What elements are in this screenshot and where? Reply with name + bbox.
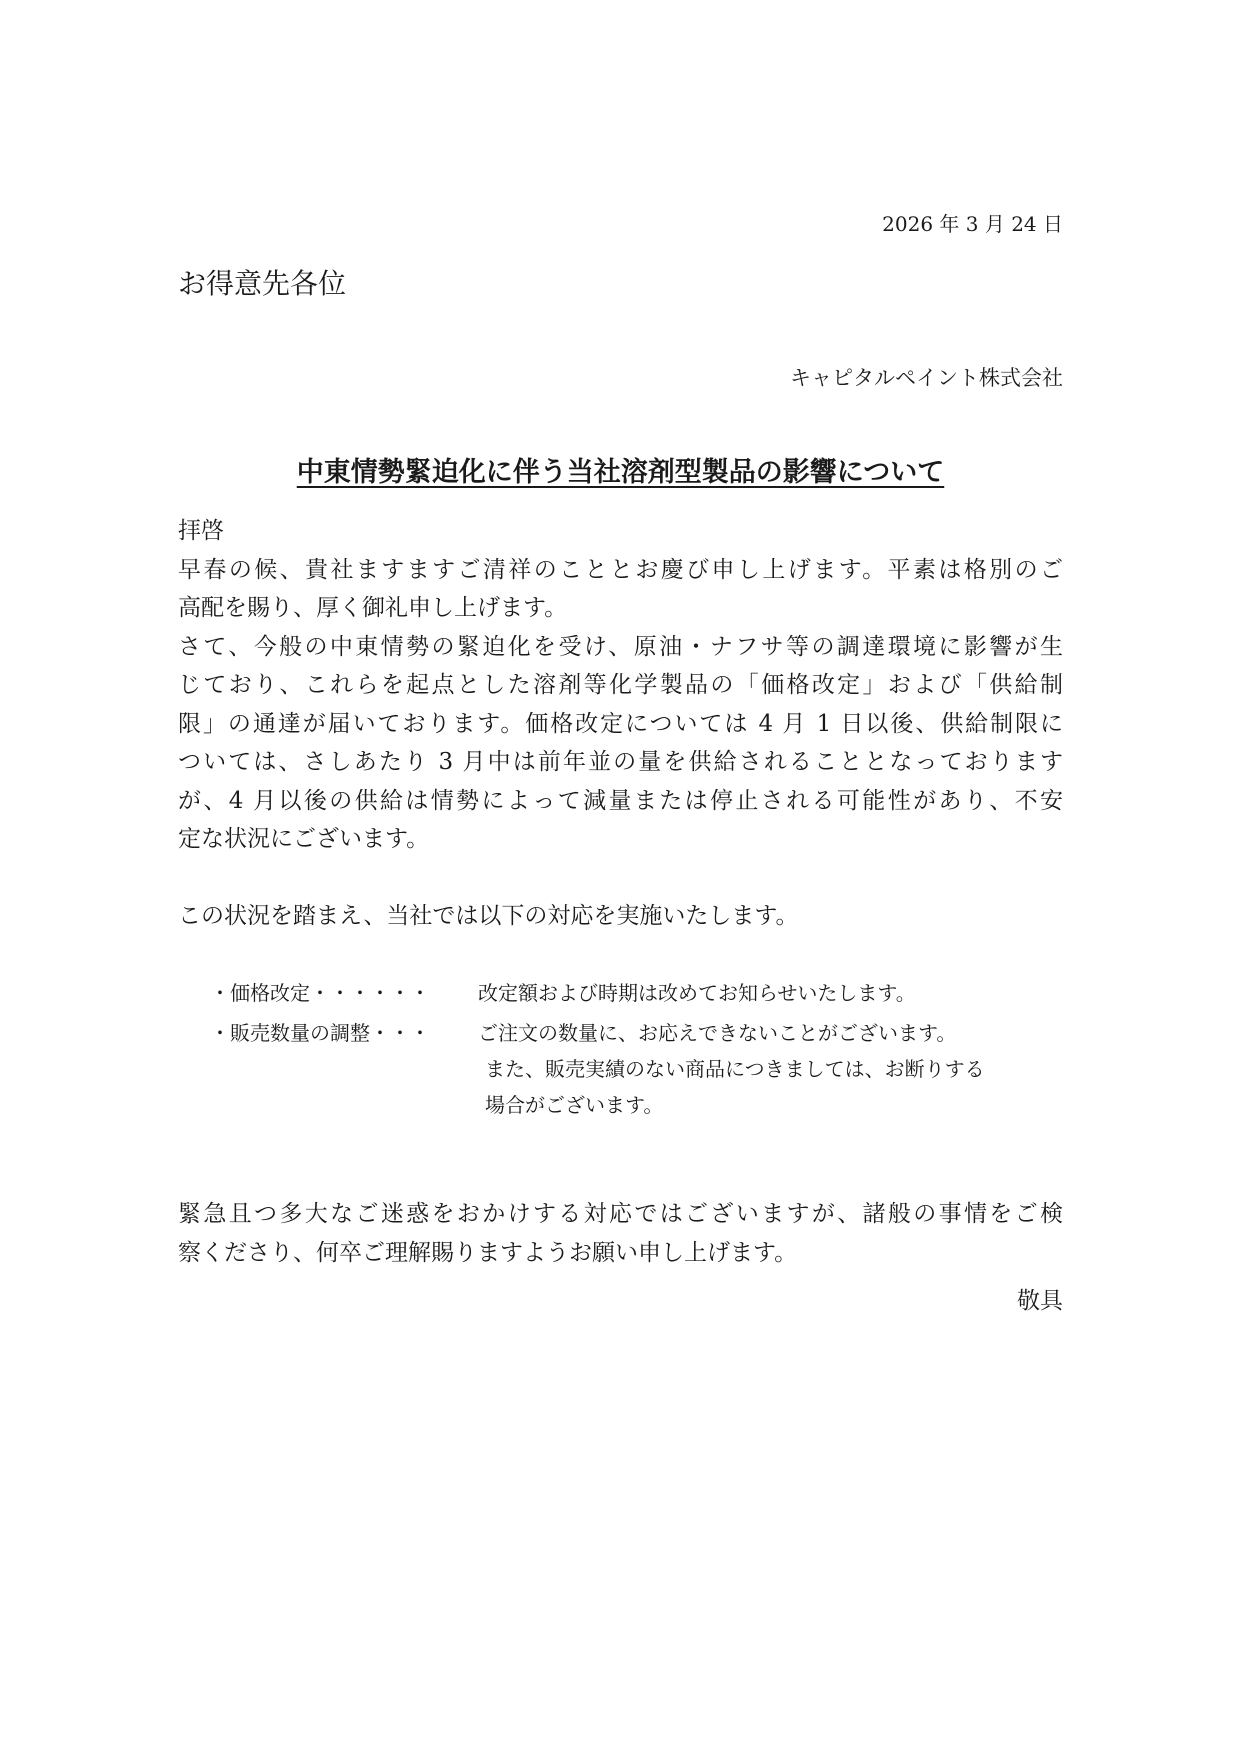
closing-line: 察くださり、何卒ご理解賜りますようお願い申し上げます。 [178, 1239, 798, 1266]
recipient: お得意先各位 [178, 267, 347, 300]
measures-list [178, 975, 1068, 1123]
body-line: 定な状況にございます。 [178, 826, 430, 852]
body-line: が、4 月以後の供給は情勢によって減量または停止される可能性があり、不安 [178, 787, 1063, 814]
list-item [178, 1015, 1068, 1123]
letter-body [178, 512, 1063, 936]
body-line: 高配を賜り、厚く御礼申し上げます。 [178, 595, 568, 621]
closing-paragraph [178, 1195, 1063, 1272]
body-line: じており、これらを起点とした溶剤等化学製品の「価格改定」および「供給制 [178, 672, 1063, 698]
sender-company: キャピタルペイント株式会社 [790, 366, 1063, 390]
document-date: 2026 年 3 月 24 日 [882, 212, 1063, 236]
measure-label: ・価格改定・・・・・・ [210, 981, 430, 1005]
measure-text: また、販売実績のない商品につきましては、お断りする [485, 1057, 985, 1081]
measure-text: 場合がございます。 [485, 1093, 664, 1117]
body-line: 限」の通達が届いております。価格改定については 4 月 1 日以後、供給制限に [178, 710, 1063, 737]
body-line: ついては、さしあたり 3 月中は前年並の量を供給されることとなっております [178, 749, 1063, 775]
document-title-text: 中東情勢緊迫化に伴う当社溶剤型製品の影響について [296, 457, 945, 488]
sign-off: 敬具 [1017, 1288, 1063, 1314]
list-item [178, 975, 1068, 1011]
measure-label: ・販売数量の調整・・・ [210, 1021, 430, 1045]
closing-line: 緊急且つ多大なご迷惑をおかけする対応ではございますが、諸般の事情をご検 [178, 1201, 1064, 1227]
salutation: 拝啓 [178, 518, 224, 544]
body-line: さて、今般の中東情勢の緊迫化を受け、原油・ナフサ等の調達環境に影響が生 [178, 633, 1063, 660]
measure-text: ご注文の数量に、お応えできないことがございます。 [478, 1021, 957, 1045]
measures-intro: この状況を踏まえ、当社では以下の対応を実施いたします。 [178, 903, 799, 929]
measure-text: 改定額および時期は改めてお知らせいたします。 [478, 981, 916, 1005]
document-title [0, 450, 1241, 489]
body-line: 早春の候、貴社ますますご清祥のこととお慶び申し上げます。平素は格別のご [178, 556, 1063, 583]
